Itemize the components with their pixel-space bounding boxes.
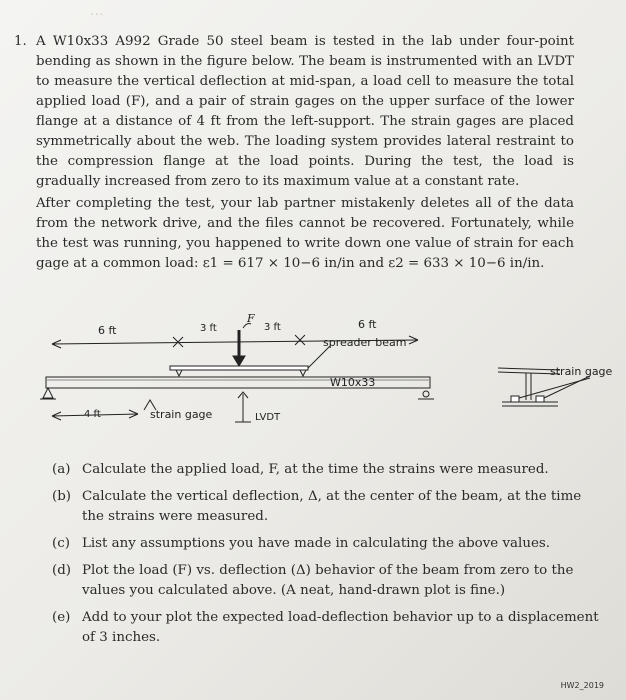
spreader-beam-label: spreader beam	[323, 336, 407, 349]
dim-tick-2	[295, 335, 305, 345]
spreader-support-left	[176, 370, 182, 376]
beam-designation-label: W10x33	[330, 376, 376, 389]
question-part	[52, 460, 600, 480]
load-label-f: F	[247, 312, 255, 325]
dim-label-3ft-right: 3 ft	[264, 322, 281, 333]
part-letter: (c)	[52, 536, 70, 551]
four-point-bending-figure	[30, 312, 620, 438]
left-pin-support	[43, 388, 53, 398]
lvdt-label: LVDT	[255, 412, 281, 423]
part-text: Add to your plot the expected load-deflection behavior up to a displacement of 3 inches.	[82, 610, 599, 645]
question-part	[52, 608, 600, 648]
part-text: Plot the load (F) vs. deflection (Δ) behavior of the beam from zero to the values you calculated above. (A neat, hand-drawn plot is fine.)	[82, 563, 574, 598]
dim-label-3ft-left: 3 ft	[200, 323, 217, 334]
part-text: List any assumptions you have made in calculating the above values.	[82, 536, 550, 551]
dim-label-6ft-right: 6 ft	[358, 318, 377, 331]
part-letter: (b)	[52, 489, 72, 504]
problem-paragraph-2: After completing the test, your lab partner mistakenly deletes all of the data from the network drive, and the files cannot be recovered. Fortunately, while the test was running, you happened to write down one value of strain for each gage at a common load: ε1 = 617 × 10−6 in/in and ε2 = 633 × 10−6 in/in.	[36, 196, 574, 271]
strain-gage-label: strain gage	[150, 408, 213, 421]
spreader-leader-line	[308, 346, 330, 368]
problem-statement	[14, 32, 574, 274]
part-letter: (e)	[52, 610, 71, 625]
question-parts	[52, 460, 600, 655]
question-part	[52, 561, 600, 601]
faded-header: ...	[90, 4, 105, 18]
dim-label-4ft: 4 ft	[84, 409, 101, 420]
load-arrow-head	[233, 356, 245, 366]
dim-tick-1	[173, 337, 183, 347]
dim-label-6ft-left: 6 ft	[98, 324, 117, 337]
spreader-beam	[170, 366, 308, 370]
question-part	[52, 487, 600, 527]
part-letter: (a)	[52, 462, 71, 477]
part-text: Calculate the applied load, F, at the time the strains were measured.	[82, 462, 549, 477]
part-text: Calculate the vertical deflection, Δ, at the center of the beam, at the time the strains were measured.	[82, 489, 582, 524]
spreader-support-right	[300, 370, 306, 376]
part-letter: (d)	[52, 563, 72, 578]
problem-number: 1.	[14, 34, 27, 49]
section-strain-gage-label: strain gage	[550, 365, 613, 378]
question-part	[52, 534, 600, 554]
homework-tag: HW2_2019	[560, 681, 604, 690]
problem-paragraph-1: A W10x33 A992 Grade 50 steel beam is tested in the lab under four-point bending as shown in the figure below. The beam is instrumented with an LVDT to measure the vertical deflection at mid-span, a load cell to measure the total applied load (F), and a pair of strain gages on the upper surface of the lower flange at a distance of 4 ft from the left-support. The strain gages are placed symmetrically about the web. The loading system provides lateral restraint to the compression flange at the load points. During the test, the load is gradually increased from zero to its maximum value at a constant rate.	[36, 34, 574, 189]
right-roller-support	[423, 391, 429, 397]
